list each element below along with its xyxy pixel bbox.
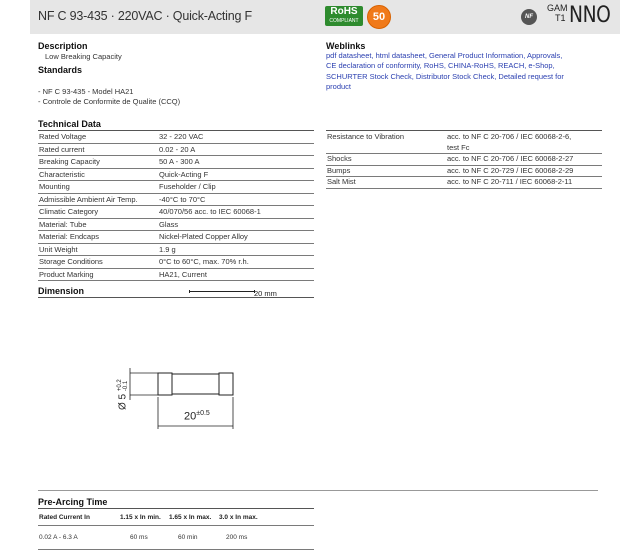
table-row — [38, 156, 314, 169]
rohs-logo — [325, 6, 363, 26]
weblinks-heading: Weblinks — [326, 41, 366, 51]
tech-label: Breaking Capacity — [38, 156, 159, 169]
tech-value: Nickel-Plated Copper Alloy — [159, 231, 314, 244]
tech-label: Characteristic — [38, 168, 159, 181]
table-row — [38, 218, 314, 231]
table-cell: 0.02 A - 6.3 A — [38, 526, 119, 550]
tech-label: Rated current — [38, 143, 159, 156]
tech-label: Product Marking — [38, 268, 159, 281]
table-row — [38, 206, 314, 219]
column-header: 3.0 x In max. — [218, 509, 314, 526]
table-row — [38, 143, 314, 156]
tech-value: Quick-Acting F — [159, 168, 314, 181]
diameter-label: Ø 5 — [117, 393, 129, 410]
tech-value: 32 - 220 VAC — [159, 131, 314, 143]
tech-label: Admissible Ambient Air Temp. — [38, 193, 159, 206]
tech-value: Glass — [159, 218, 314, 231]
product-title: NF C 93-435 · 220VAC · Quick-Acting F — [38, 9, 252, 23]
table-row — [38, 256, 314, 269]
table-row — [38, 131, 314, 143]
dimension-heading: Dimension — [38, 286, 85, 296]
column-header: 1.15 x In min. — [119, 509, 168, 526]
tech-value: 0.02 - 20 A — [159, 143, 314, 156]
scale-bar — [189, 290, 255, 293]
t1-text: T1 — [555, 13, 566, 23]
table-row — [326, 132, 602, 154]
nno-label: NNO — [569, 3, 611, 28]
table-row — [326, 165, 602, 177]
gam-t1-label — [547, 3, 568, 23]
table-header-row — [38, 509, 314, 526]
tech-value: 1.9 g — [159, 243, 314, 256]
env-value: acc. to NF C 20-729 / IEC 60068-2-29 — [447, 165, 602, 177]
env-label: Bumps — [326, 165, 447, 177]
env-value-line: acc. to NF C 20-706 / IEC 60068-2-6, — [447, 132, 572, 141]
standards-heading: Standards — [38, 65, 83, 75]
gam-text: GAM — [547, 3, 568, 13]
tech-value: Fuseholder / Clip — [159, 181, 314, 194]
rohs-logo-text: RoHS — [330, 6, 358, 17]
tech-value: HA21, Current — [159, 268, 314, 281]
table-row — [38, 231, 314, 244]
fifty-years-badge: 50 — [367, 5, 391, 29]
tech-value: -40°C to 70°C — [159, 193, 314, 206]
env-value — [447, 132, 602, 154]
length-tolerance: ±0.5 — [196, 410, 210, 417]
scale-label: 20 mm — [254, 289, 277, 298]
technical-rule-right — [326, 130, 602, 131]
nf-logo: NF — [521, 9, 537, 25]
environment-table — [326, 132, 602, 189]
weblinks-block — [326, 51, 611, 93]
standards-item: - NF C 93-435 - Model HA21 — [38, 87, 134, 96]
env-label: Resistance to Vibration — [326, 132, 447, 154]
fuse-endcap-left — [158, 373, 172, 395]
table-row — [38, 193, 314, 206]
tech-value: 0°C to 60°C, max. 70% r.h. — [159, 256, 314, 269]
diameter-tol-plus: +0.2 — [117, 379, 123, 392]
env-value-line: test Fc — [447, 142, 470, 152]
length-label: 20 — [184, 410, 197, 423]
tech-label: Unit Weight — [38, 243, 159, 256]
fuse-glass-tube — [172, 374, 219, 394]
prearcing-table — [38, 509, 314, 550]
table-cell: 60 min — [168, 526, 218, 550]
table-row — [326, 177, 602, 189]
tech-label: Rated Voltage — [38, 131, 159, 143]
weblink-line[interactable]: product — [326, 82, 352, 92]
prearcing-heading: Pre-Arcing Time — [38, 497, 108, 507]
env-value: acc. to NF C 20-706 / IEC 60068-2-27 — [447, 154, 602, 166]
weblink-line[interactable]: pdf datasheet, html datasheet, General Product Information, Approvals, — [326, 51, 563, 60]
tech-label: Climatic Category — [38, 206, 159, 219]
env-value: acc. to NF C 20-711 / IEC 60068-2-11 — [447, 177, 602, 189]
diameter-tolerance — [117, 379, 129, 391]
env-label: Shocks — [326, 154, 447, 166]
column-header: Rated Current In — [38, 509, 119, 526]
technical-heading: Technical Data — [38, 119, 101, 129]
tech-label: Material: Tube — [38, 218, 159, 231]
column-header: 1.65 x In max. — [168, 509, 218, 526]
technical-data-table — [38, 131, 314, 281]
prearcing-top-rule — [38, 490, 598, 491]
diameter-label-group — [117, 379, 129, 410]
weblink-line[interactable]: SCHURTER Stock Check, Distributor Stock Check, Detailed request for — [326, 71, 564, 81]
table-cell: 200 ms — [218, 526, 314, 550]
tech-label: Material: Endcaps — [38, 231, 159, 244]
rohs-sub-text: COMPLIANT — [329, 18, 359, 24]
length-label-group — [184, 410, 210, 423]
weblink-line[interactable]: CE declaration of conformity, RoHS, CHINA-RoHS, REACH, e-Shop, — [326, 61, 555, 71]
header-bar — [30, 0, 620, 34]
fuse-endcap-right — [219, 373, 233, 395]
tech-label: Storage Conditions — [38, 256, 159, 269]
scale-bar-line — [190, 291, 254, 292]
env-label: Salt Mist — [326, 177, 447, 189]
table-row — [38, 526, 314, 550]
table-row — [38, 168, 314, 181]
table-row — [38, 268, 314, 281]
fuse-dimension-drawing — [110, 355, 260, 440]
tech-label: Mounting — [38, 181, 159, 194]
table-cell: 60 ms — [119, 526, 168, 550]
table-row — [38, 181, 314, 194]
tech-value: 40/070/56 acc. to IEC 60068-1 — [159, 206, 314, 219]
table-row — [38, 243, 314, 256]
description-text: Low Breaking Capacity — [45, 52, 122, 61]
description-heading: Description — [38, 41, 88, 51]
diameter-tol-minus: -0.1 — [123, 380, 129, 392]
table-row — [326, 154, 602, 166]
standards-item: - Controle de Conformite de Qualite (CCQ) — [38, 97, 181, 106]
tech-value: 50 A - 300 A — [159, 156, 314, 169]
